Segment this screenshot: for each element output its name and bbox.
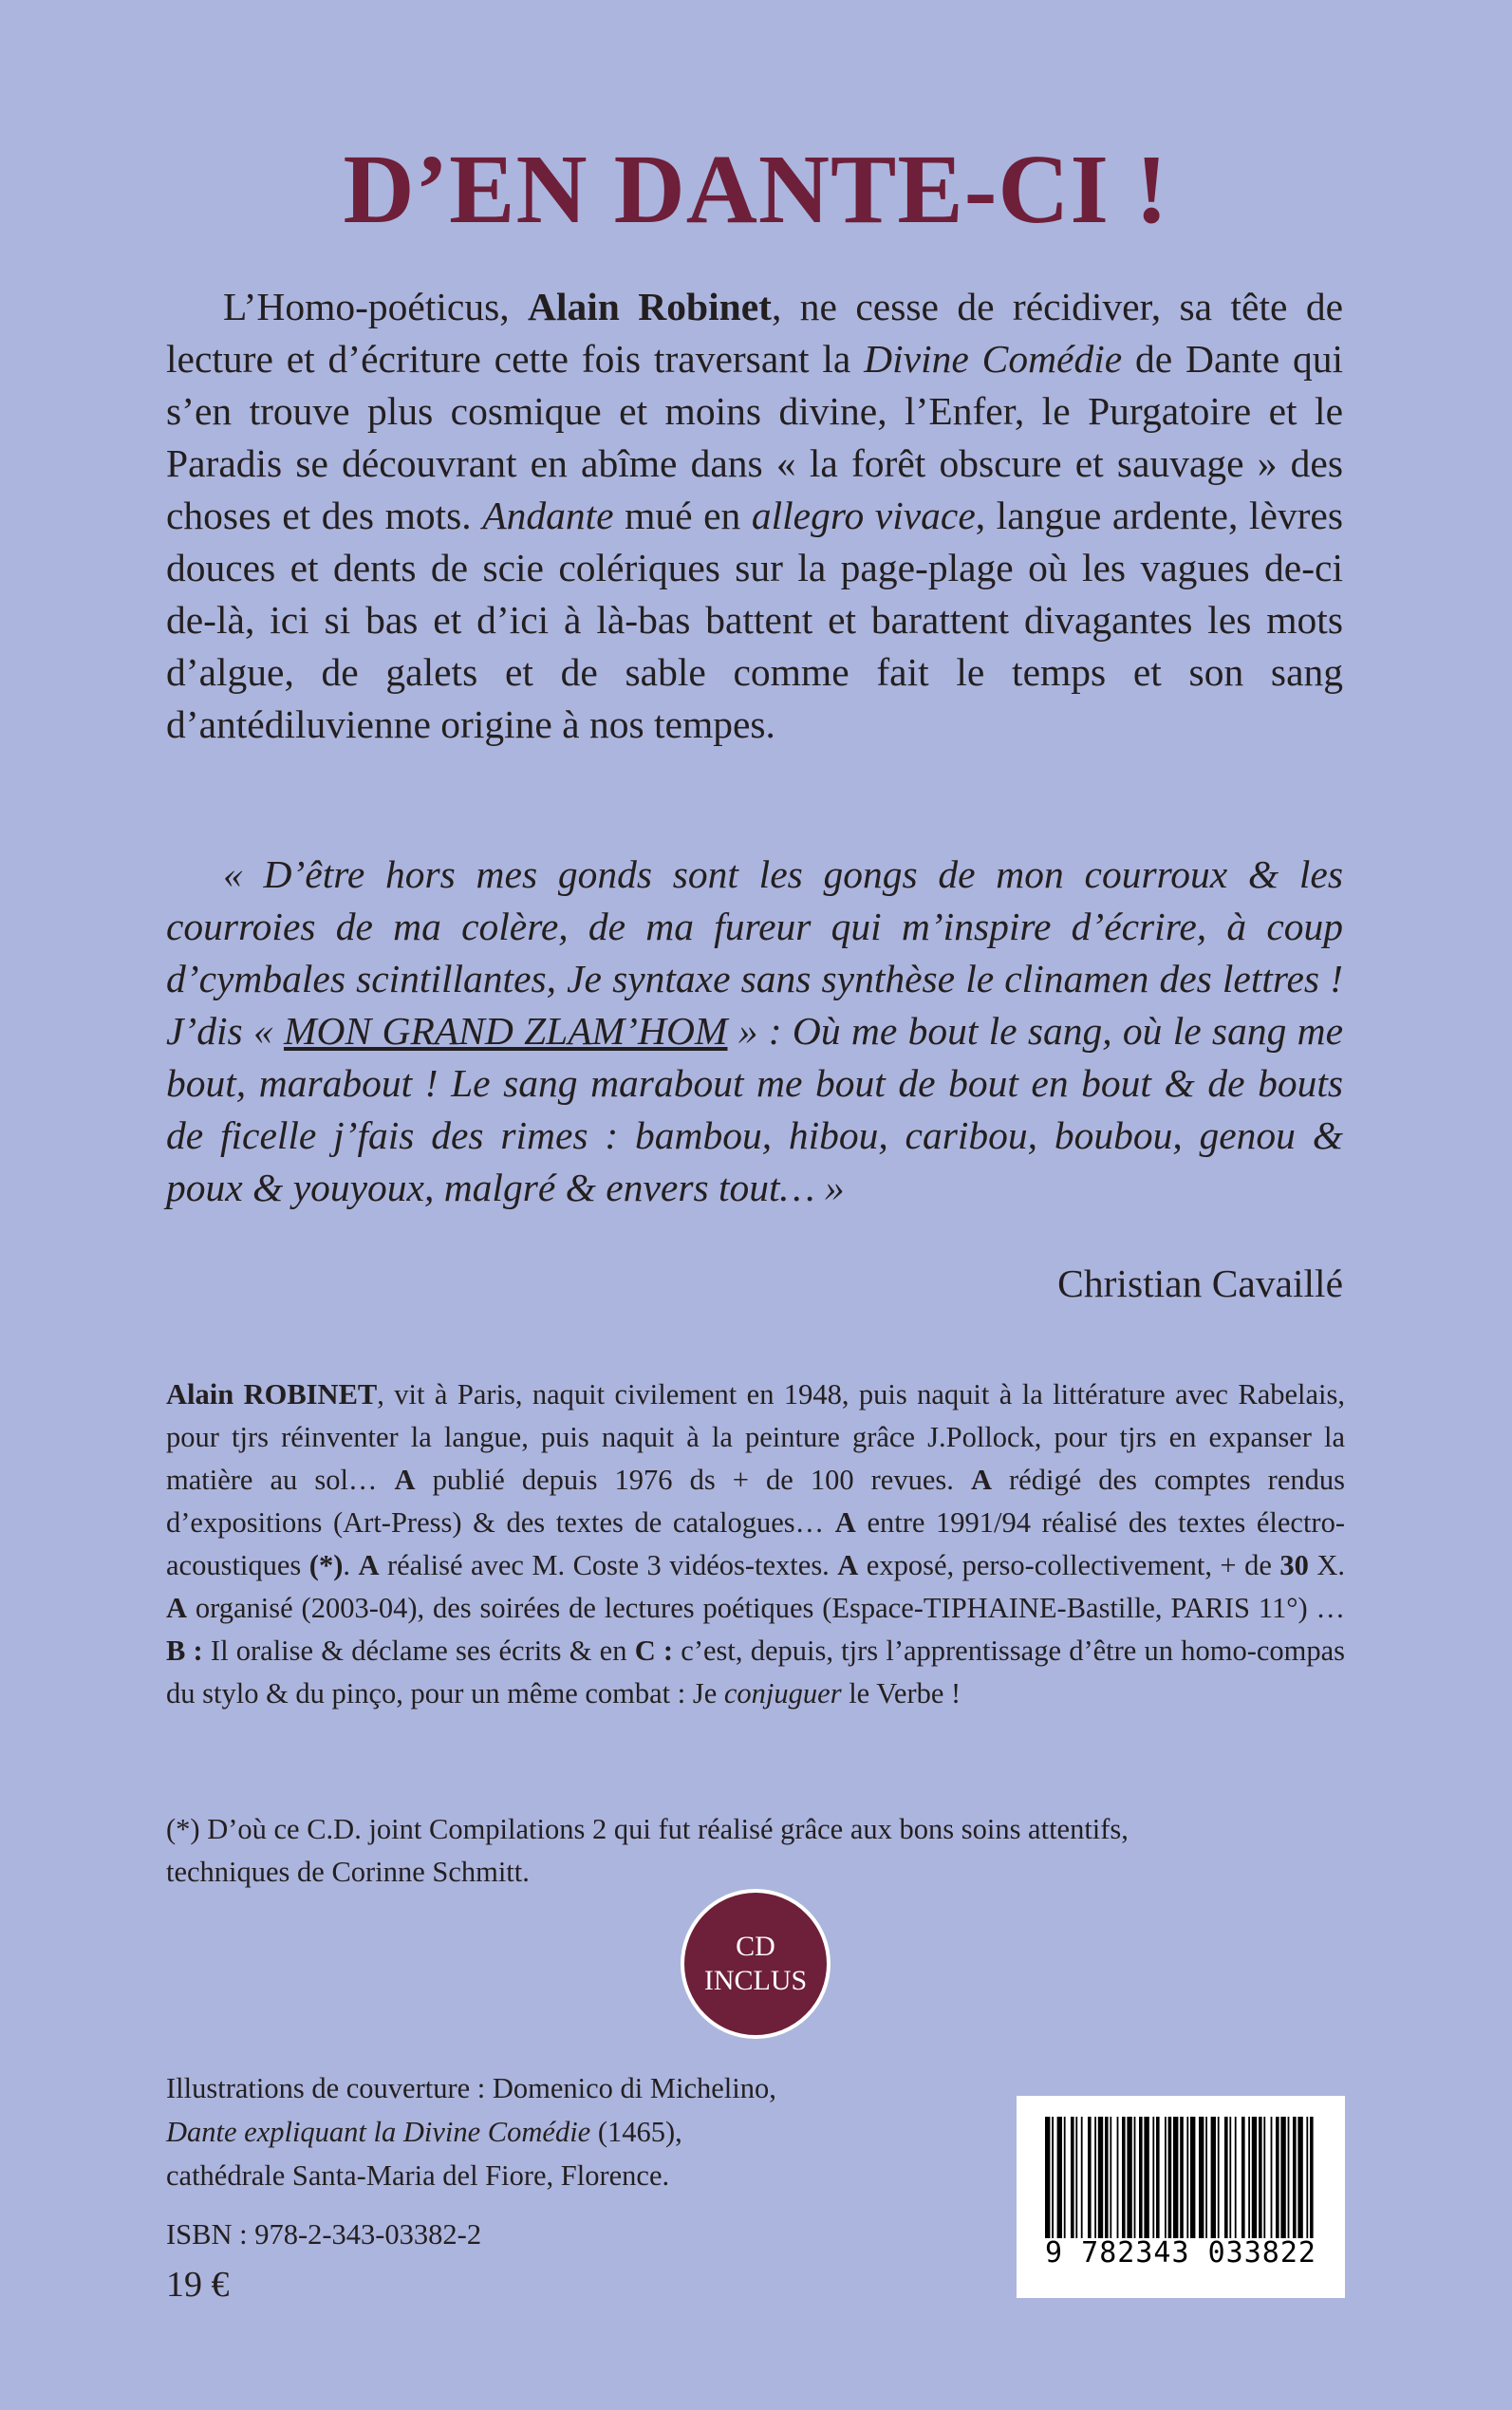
barcode-bar bbox=[1224, 2117, 1228, 2238]
bio-name: Alain ROBINET bbox=[166, 1378, 378, 1411]
author-name: Alain Robinet bbox=[528, 285, 772, 328]
isbn: ISBN : 978-2-343-03382-2 bbox=[166, 2218, 482, 2251]
bio-text: organisé (2003-04), des soirées de lectures poétiques (Espace-TIPHAINE-Bastille, PARIS 11°) … bbox=[187, 1592, 1345, 1624]
cd-included-badge bbox=[681, 1889, 831, 2039]
barcode bbox=[1017, 2096, 1345, 2298]
main-text-1: , ne cesse de récidiver, sa tête de lecture et d’écriture cette fois traversant la bbox=[166, 285, 1343, 381]
bio-text: c’est, depuis, tjrs l’apprentissage d’être un homo-compas du stylo & du pinço, pour un même combat : Je bbox=[166, 1635, 1346, 1709]
barcode-bar bbox=[1180, 2117, 1184, 2238]
bio-text: publié depuis 1976 ds + de 100 revues. bbox=[415, 1464, 971, 1496]
quote-underlined: MON GRAND ZLAM’HOM bbox=[283, 1009, 728, 1053]
bio-count: 30 bbox=[1279, 1549, 1309, 1581]
bio-text: , vit à Paris, naquit civilement en 1948, puis naquit à la littérature avec Rabelais, pour tjrs réinventer la langue, puis naquit à la peinture grâce J.Pollock, pour tjrs en expanser la matière au sol… bbox=[166, 1378, 1345, 1496]
bio-conjuguer: conjuguer bbox=[723, 1677, 842, 1709]
barcode-bar bbox=[1205, 2117, 1207, 2238]
main-text-2: de Dante qui s’en trouve plus cosmique et moins divine, l’Enfer, le Purgatoire et le Paradis se découvrant en abîme dans « la forêt obscure et sauvage » des choses et des mots. bbox=[166, 337, 1344, 537]
bio-text: exposé, perso-collectivement, + de bbox=[858, 1549, 1280, 1581]
barcode-bar bbox=[1288, 2117, 1290, 2238]
allegro-text: allegro vivace bbox=[751, 494, 976, 537]
barcode-bar bbox=[1156, 2117, 1160, 2238]
bio-a: A bbox=[166, 1592, 188, 1624]
barcode-bar bbox=[1117, 2117, 1119, 2238]
quote-signature: Christian Cavaillé bbox=[1057, 1261, 1343, 1305]
price: 19 € bbox=[166, 2265, 230, 2305]
barcode-bar bbox=[1064, 2117, 1066, 2238]
barcode-bar bbox=[1190, 2117, 1195, 2238]
bio-text: X. bbox=[1308, 1549, 1345, 1581]
barcode-bar bbox=[1165, 2117, 1167, 2238]
main-text-3: mué en bbox=[613, 494, 752, 537]
barcode-bar bbox=[1057, 2117, 1062, 2238]
quote-text-1: « D’être hors mes gonds sont les gongs de mon courroux & les courroies de ma colère, de ma fureur qui m’inspire d’écrire, à coup d’cymbales scintillantes, Je syntaxe sans synthèse le clinamen des lettres ! J’dis « bbox=[166, 852, 1343, 1053]
bio-text: le Verbe ! bbox=[841, 1677, 961, 1709]
illus-line-2: (1465), bbox=[590, 2116, 682, 2148]
barcode-bar bbox=[1280, 2117, 1285, 2238]
bio-b: B : bbox=[166, 1635, 203, 1667]
barcode-bar bbox=[1276, 2117, 1279, 2238]
barcode-bar bbox=[1094, 2117, 1096, 2238]
bio-text: réalisé avec M. Coste 3 vidéos-textes. bbox=[379, 1549, 838, 1581]
barcode-bar bbox=[1306, 2117, 1308, 2238]
illus-artwork-title: Dante expliquant la Divine Comédie bbox=[166, 2116, 591, 2148]
bio-star: (*) bbox=[308, 1549, 344, 1581]
barcode-bar bbox=[1199, 2117, 1204, 2238]
barcode-bar bbox=[1110, 2117, 1111, 2238]
barcode-bar bbox=[1134, 2117, 1136, 2238]
note-line-1: (*) D’où ce C.D. joint Compilations 2 qui fut réalisé grâce aux bons soins attentifs, bbox=[166, 1813, 1129, 1845]
book-title: D’EN DANTE-CI ! bbox=[343, 135, 1169, 244]
bio-text: rédigé des comptes rendus d’expositions (Art-Press) & des textes de catalogues… bbox=[166, 1464, 1345, 1539]
barcode-bar bbox=[1071, 2117, 1074, 2238]
barcode-bar bbox=[1259, 2117, 1262, 2238]
illus-line-1: Illustrations de couverture : Domenico di Michelino, bbox=[166, 2072, 776, 2104]
barcode-bar bbox=[1271, 2117, 1273, 2238]
bio-text: . bbox=[343, 1549, 359, 1581]
barcode-bar bbox=[1122, 2117, 1126, 2238]
main-paragraph bbox=[166, 281, 1343, 751]
note-line-2: techniques de Corinne Schmitt. bbox=[166, 1856, 530, 1888]
intro-text: L’Homo-poéticus, bbox=[223, 285, 529, 328]
barcode-bar bbox=[1218, 2117, 1220, 2238]
barcode-bar bbox=[1293, 2117, 1297, 2238]
barcode-digits: 9 782343 033822 bbox=[1045, 2236, 1316, 2270]
barcode-bar bbox=[1075, 2117, 1077, 2238]
barcode-bar bbox=[1081, 2117, 1083, 2238]
barcode-bar bbox=[1105, 2117, 1109, 2238]
barcode-bar bbox=[1127, 2117, 1131, 2238]
andante-text: Andante bbox=[482, 494, 614, 537]
barcode-bar bbox=[1098, 2117, 1103, 2238]
illus-line-3: cathédrale Santa-Maria del Fiore, Florence. bbox=[166, 2159, 670, 2192]
barcode-bar bbox=[1297, 2117, 1302, 2238]
bio-c: C : bbox=[634, 1635, 674, 1667]
cd-note bbox=[166, 1808, 1345, 1894]
barcode-bar bbox=[1045, 2117, 1050, 2238]
bio-a: A bbox=[394, 1464, 416, 1496]
barcode-bar bbox=[1252, 2117, 1257, 2238]
badge-line-1: CD bbox=[736, 1931, 775, 1962]
bio-a: A bbox=[834, 1506, 856, 1539]
barcode-bar bbox=[1229, 2117, 1231, 2238]
barcode-bars bbox=[1043, 2117, 1318, 2238]
bio-text: entre 1991/94 réalisé des textes électro-acoustiques bbox=[166, 1506, 1345, 1581]
barcode-bar bbox=[1173, 2117, 1178, 2238]
work-title: Divine Comédie bbox=[864, 337, 1123, 381]
barcode-bar bbox=[1139, 2117, 1143, 2238]
barcode-bar bbox=[1248, 2117, 1250, 2238]
bio-a: A bbox=[837, 1549, 859, 1581]
quote-paragraph bbox=[166, 849, 1343, 1214]
barcode-bar bbox=[1211, 2117, 1216, 2238]
barcode-bar bbox=[1168, 2117, 1172, 2238]
bio-text: Il oralise & déclame ses écrits & en bbox=[202, 1635, 635, 1667]
badge-line-2: INCLUS bbox=[703, 1965, 808, 1996]
quote-text-2: » : Où me bout le sang, où le sang me bout, marabout ! Le sang marabout me bout de bout en bout & de bouts de ficelle j’fais des rimes : bambou, hibou, caribou, boubou, genou & poux & youyoux, malgré & envers tout… » bbox=[166, 1009, 1343, 1209]
barcode-bar bbox=[1235, 2117, 1237, 2238]
barcode-bar bbox=[1186, 2117, 1188, 2238]
barcode-bar bbox=[1241, 2117, 1245, 2238]
barcode-bar bbox=[1144, 2117, 1148, 2238]
main-text-4: , langue ardente, lèvres douces et dents de scie colériques sur la page-plage où les vagues de-ci de-là, ici si bas et d’ici à là-bas battent et barattent divagantes les mots d’algue, de galets et de sable comme fait le temps et son sang d’antédiluvienne origine à nos tempes. bbox=[166, 494, 1344, 746]
barcode-bar bbox=[1088, 2117, 1092, 2238]
cover-illustration-credit bbox=[166, 2066, 1020, 2197]
barcode-bar bbox=[1310, 2117, 1314, 2238]
bio-a: A bbox=[970, 1464, 992, 1496]
barcode-bar bbox=[1152, 2117, 1154, 2238]
barcode-bar bbox=[1052, 2117, 1054, 2238]
author-bio bbox=[166, 1373, 1345, 1715]
barcode-bar bbox=[1263, 2117, 1265, 2238]
bio-a: A bbox=[358, 1549, 380, 1581]
